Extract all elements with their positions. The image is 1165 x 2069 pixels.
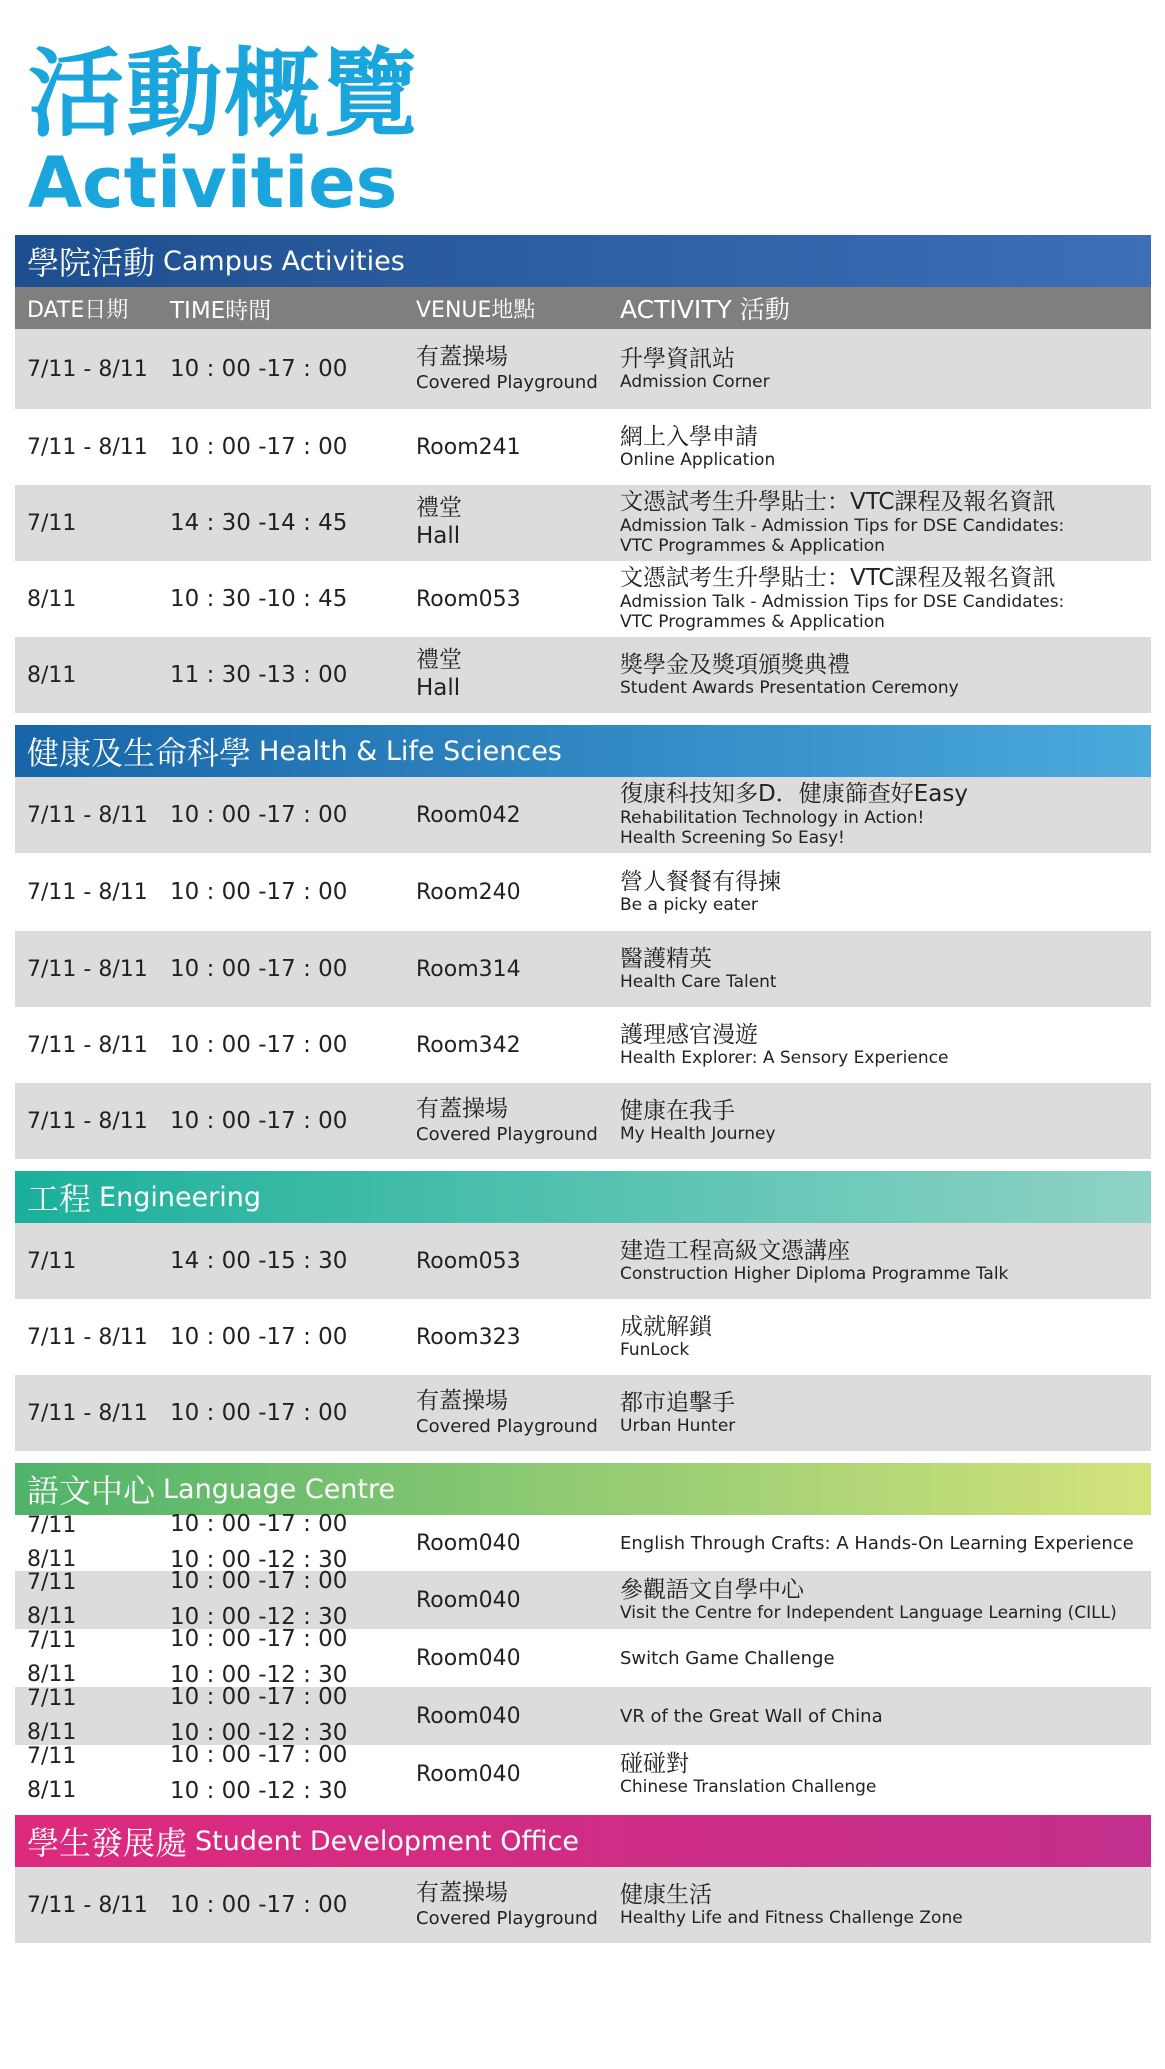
activity-en-line2: VTC Programmes & Application — [620, 612, 885, 633]
venue-room: Room342 — [416, 1032, 521, 1058]
venue-zh: 禮堂 — [416, 495, 462, 522]
table-row — [15, 1742, 1151, 1804]
activity-cell — [620, 1098, 1151, 1145]
table-row — [15, 1626, 1151, 1688]
activity-cell — [620, 1706, 1151, 1727]
time-line-2: 10 : 00 -12 : 30 — [170, 1662, 348, 1688]
time-line-1: 10 : 00 -17 : 00 — [170, 1568, 348, 1595]
date-cell: 7/11 - 8/11 — [27, 1892, 148, 1918]
activity-cell — [620, 1751, 1151, 1798]
activity-en: Admission Talk - Admission Tips for DSE Candidates: — [620, 591, 1065, 612]
activity-en-line2: Health Screening So Easy! — [620, 828, 845, 849]
activity-zh: 獎學金及獎項頒獎典禮 — [620, 651, 850, 678]
activity-cell — [620, 1577, 1151, 1624]
activity-zh: 文憑試考生升學貼士：VTC課程及報名資訊 — [620, 565, 1056, 592]
venue-cell — [416, 1249, 620, 1274]
activity-zh: 醫護精英 — [620, 945, 712, 972]
activities-sheet — [15, 235, 1151, 1943]
activity-zh: 升學資訊站 — [620, 345, 735, 372]
section-title-zh: 工程 — [27, 1180, 92, 1218]
venue-room: Room314 — [416, 956, 521, 982]
section-title-zh: 學生發展處 — [27, 1824, 188, 1862]
venue-cell — [416, 344, 620, 395]
activity-cell — [620, 1533, 1151, 1554]
activity-cell — [620, 652, 1151, 699]
venue-cell — [416, 1325, 620, 1350]
section-title-zh: 語文中心 — [27, 1472, 156, 1510]
column-header-time: TIME時間 — [170, 297, 272, 324]
activity-zh: 營人餐餐有得揀 — [620, 868, 781, 895]
date-cell: 7/11 - 8/11 — [27, 356, 148, 382]
activity-zh: 成就解鎖 — [620, 1313, 712, 1340]
activity-cell — [620, 1022, 1151, 1069]
activity-en: VR of the Great Wall of China — [620, 1705, 883, 1727]
column-header — [15, 287, 1151, 329]
activity-en: Admission Talk - Admission Tips for DSE Candidates: — [620, 515, 1065, 536]
activity-cell — [620, 1882, 1151, 1929]
time-line-2: 10 : 00 -12 : 30 — [170, 1720, 348, 1746]
activity-zh: 復康科技知多D．健康篩查好Easy — [620, 781, 968, 808]
venue-cell — [416, 803, 620, 828]
section-title-zh: 學院活動 — [27, 244, 156, 282]
date-line-1: 7/11 — [27, 1743, 77, 1769]
time-cell: 10 : 00 -17 : 00 — [170, 1108, 348, 1134]
table-row — [15, 853, 1151, 931]
activity-cell — [620, 1238, 1151, 1285]
table-row — [15, 485, 1151, 561]
date-line-1: 7/11 — [27, 1627, 77, 1653]
activity-en-line2: VTC Programmes & Application — [620, 536, 885, 557]
table-row — [15, 931, 1151, 1007]
date-cell: 8/11 — [27, 662, 77, 688]
venue-room: Room042 — [416, 802, 521, 828]
venue-zh: 有蓋操場 — [416, 1387, 508, 1414]
activity-zh: 文憑試考生升學貼士：VTC課程及報名資訊 — [620, 489, 1056, 516]
venue-room: Room040 — [416, 1761, 521, 1787]
venue-cell — [416, 495, 620, 550]
time-line-2: 10 : 00 -12 : 30 — [170, 1604, 348, 1630]
venue-cell — [416, 1762, 620, 1787]
table-row — [15, 1867, 1151, 1943]
activity-cell — [620, 869, 1151, 916]
venue-cell — [416, 1388, 620, 1439]
time-cell: 10 : 00 -17 : 00 — [170, 1032, 348, 1058]
time-cell: 10 : 00 -17 : 00 — [170, 1892, 348, 1918]
venue-zh: 有蓋操場 — [416, 1095, 508, 1122]
date-line-2: 8/11 — [27, 1604, 77, 1629]
table-row — [15, 1375, 1151, 1451]
venue-en: Covered Playground — [416, 1416, 598, 1438]
table-row — [15, 1083, 1151, 1159]
venue-room: Room053 — [416, 586, 521, 612]
time-cell: 10 : 00 -17 : 00 — [170, 356, 348, 382]
activity-en: Admission Corner — [620, 372, 770, 393]
date-cell: 7/11 - 8/11 — [27, 879, 148, 905]
venue-room: Room040 — [416, 1645, 521, 1671]
venue-room: Room053 — [416, 1248, 521, 1274]
date-line-2: 8/11 — [27, 1662, 77, 1687]
activity-en: My Health Journey — [620, 1124, 776, 1145]
time-cell: 10 : 30 -10 : 45 — [170, 586, 348, 612]
venue-cell — [416, 647, 620, 702]
time-cell — [170, 1738, 416, 1809]
section-title-en: Health & Life Sciences — [259, 735, 562, 767]
table-row — [15, 561, 1151, 637]
section-title-en: Engineering — [99, 1181, 262, 1213]
date-line-2: 8/11 — [27, 1720, 77, 1745]
venue-cell — [416, 587, 620, 612]
section-title-zh: 健康及生命科學 — [27, 734, 252, 772]
activity-en: Online Application — [620, 450, 776, 471]
time-cell: 10 : 00 -17 : 00 — [170, 802, 348, 828]
section-title-en: Language Centre — [163, 1473, 396, 1505]
section-title-en: Campus Activities — [163, 245, 405, 277]
activity-en: FunLock — [620, 1340, 690, 1361]
activity-zh: 網上入學申請 — [620, 423, 758, 450]
section-title-en: Student Development Office — [195, 1825, 580, 1857]
section-engineering — [15, 1171, 1151, 1223]
activity-cell — [620, 424, 1151, 471]
table-row — [15, 1007, 1151, 1083]
activity-en: Healthy Life and Fitness Challenge Zone — [620, 1908, 963, 1929]
date-cell: 7/11 - 8/11 — [27, 802, 148, 828]
venue-cell — [416, 1033, 620, 1058]
venue-en: Covered Playground — [416, 1124, 598, 1146]
venue-cell — [416, 1880, 620, 1931]
time-cell: 14 : 00 -15 : 30 — [170, 1248, 348, 1274]
activity-en: Health Explorer: A Sensory Experience — [620, 1048, 949, 1069]
date-cell: 7/11 — [27, 510, 77, 536]
activity-zh: 健康生活 — [620, 1881, 712, 1908]
table-row — [15, 1684, 1151, 1746]
time-cell: 10 : 00 -17 : 00 — [170, 879, 348, 905]
venue-room: Room040 — [416, 1587, 521, 1613]
venue-zh: 有蓋操場 — [416, 343, 508, 370]
activity-cell — [620, 565, 1151, 632]
date-cell: 7/11 - 8/11 — [27, 1324, 148, 1350]
date-cell: 8/11 — [27, 586, 77, 612]
time-line-1: 10 : 00 -17 : 00 — [170, 1511, 348, 1538]
time-line-1: 10 : 00 -17 : 00 — [170, 1626, 348, 1653]
table-row — [15, 637, 1151, 713]
table-row — [15, 1299, 1151, 1375]
activity-zh: 建造工程高級文憑講座 — [620, 1237, 850, 1264]
time-cell: 11 : 30 -13 : 00 — [170, 662, 348, 688]
time-line-1: 10 : 00 -17 : 00 — [170, 1742, 348, 1769]
date-cell: 7/11 - 8/11 — [27, 1400, 148, 1426]
activity-en: Visit the Centre for Independent Language Learning (CILL) — [620, 1603, 1117, 1624]
time-cell: 10 : 00 -17 : 00 — [170, 1324, 348, 1350]
activity-en: Switch Game Challenge — [620, 1647, 835, 1669]
activity-cell — [620, 1648, 1151, 1669]
page-title-en: Activities — [28, 142, 398, 224]
table-row — [15, 1511, 1151, 1573]
activity-zh: 參觀語文自學中心 — [620, 1576, 804, 1603]
section-student-development-office — [15, 1815, 1151, 1867]
time-line-1: 10 : 00 -17 : 00 — [170, 1684, 348, 1711]
activity-en: English Through Crafts: A Hands-On Learning Experience — [620, 1532, 1134, 1554]
date-line-1: 7/11 — [27, 1512, 77, 1538]
activity-zh: 健康在我手 — [620, 1097, 735, 1124]
venue-zh: 禮堂 — [416, 647, 462, 674]
activity-en: Urban Hunter — [620, 1416, 736, 1437]
activity-cell — [620, 1314, 1151, 1361]
activity-en: Rehabilitation Technology in Action! — [620, 807, 925, 828]
venue-en: Hall — [416, 675, 461, 701]
venue-room: Room040 — [416, 1703, 521, 1729]
date-cell: 7/11 - 8/11 — [27, 956, 148, 982]
table-row — [15, 329, 1151, 409]
venue-room: Room240 — [416, 879, 521, 905]
activity-zh: 碰碰對 — [620, 1750, 689, 1777]
activity-en: Student Awards Presentation Ceremony — [620, 678, 959, 699]
activity-en: Be a picky eater — [620, 895, 758, 916]
activity-cell — [620, 781, 1151, 848]
column-header-venue: VENUE地點 — [416, 297, 536, 323]
venue-en: Covered Playground — [416, 1908, 598, 1930]
time-cell: 10 : 00 -17 : 00 — [170, 434, 348, 460]
activity-cell — [620, 489, 1151, 556]
venue-en: Covered Playground — [416, 372, 598, 394]
date-cell: 7/11 - 8/11 — [27, 1108, 148, 1134]
time-cell: 10 : 00 -17 : 00 — [170, 1400, 348, 1426]
section-campus-activities — [15, 235, 1151, 287]
time-line-2: 10 : 00 -12 : 30 — [170, 1547, 348, 1573]
date-cell — [15, 1740, 170, 1808]
activity-cell — [620, 346, 1151, 393]
venue-cell — [416, 957, 620, 982]
date-cell: 7/11 - 8/11 — [27, 1032, 148, 1058]
time-cell: 14 : 30 -14 : 45 — [170, 510, 348, 536]
venue-cell — [416, 1646, 620, 1671]
table-row — [15, 777, 1151, 853]
section-health-life-sciences — [15, 725, 1151, 777]
time-cell: 10 : 00 -17 : 00 — [170, 956, 348, 982]
activity-en: Health Care Talent — [620, 972, 777, 993]
activity-en: Construction Higher Diploma Programme Talk — [620, 1264, 1009, 1285]
activity-cell — [620, 946, 1151, 993]
table-row — [15, 1568, 1151, 1630]
column-header-date: DATE日期 — [27, 297, 129, 323]
date-line-2: 8/11 — [27, 1778, 77, 1803]
date-cell: 7/11 - 8/11 — [27, 434, 148, 460]
venue-zh: 有蓋操場 — [416, 1879, 508, 1906]
venue-cell — [416, 1531, 620, 1556]
venue-room: Room323 — [416, 1324, 521, 1350]
date-line-1: 7/11 — [27, 1569, 77, 1595]
page-title-zh: 活動概覽 — [28, 38, 420, 150]
venue-cell — [416, 435, 620, 460]
date-line-1: 7/11 — [27, 1685, 77, 1711]
venue-room: Room241 — [416, 434, 521, 460]
column-header-activity: ACTIVITY 活動 — [620, 295, 790, 324]
date-cell: 7/11 — [27, 1248, 77, 1274]
date-line-2: 8/11 — [27, 1547, 77, 1572]
venue-cell — [416, 880, 620, 905]
table-row — [15, 1223, 1151, 1299]
venue-cell — [416, 1704, 620, 1729]
venue-cell — [416, 1096, 620, 1147]
table-row — [15, 409, 1151, 485]
activity-cell — [620, 1390, 1151, 1437]
activity-zh: 都市追擊手 — [620, 1389, 735, 1416]
venue-cell — [416, 1588, 620, 1613]
activity-zh: 護理感官漫遊 — [620, 1021, 758, 1048]
venue-room: Room040 — [416, 1530, 521, 1556]
venue-en: Hall — [416, 523, 461, 549]
activity-en: Chinese Translation Challenge — [620, 1777, 877, 1798]
time-line-2: 10 : 00 -12 : 30 — [170, 1778, 348, 1804]
